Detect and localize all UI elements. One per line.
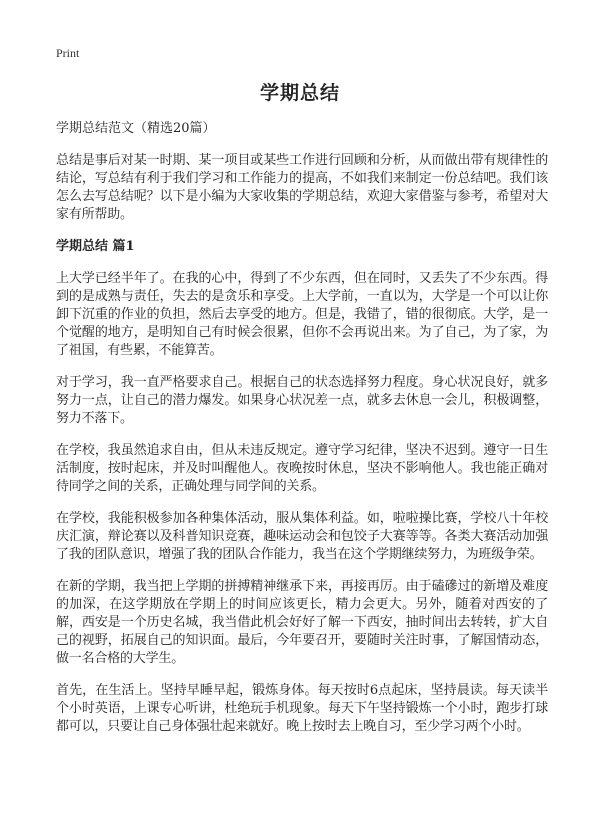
body-paragraph: 对于学习，我一直严格要求自己。根据自己的状态选择努力程度。身心状况良好，就多努力一点，让自己的潜力爆发。如果身心状况差一点，就多去休息一会儿，积极调整，努力不落下。	[56, 375, 548, 426]
print-link[interactable]: Print	[56, 46, 80, 60]
page-title: 学期总结	[259, 82, 340, 104]
body-paragraph: 上大学已经半年了。在我的心中，得到了不少东西，但在同时，又丢失了不少东西。得到的是成熟与责任，失去的是贪乐和享受。上大学前，一直以为，大学是一个可以让你卸下沉重的作业的负担，然后去享受的地方。但是，我错了，错的很彻底。大学，是一个觉醒的地方，是明知自己有时候会很累，但你不会再说出来。为了自己，为了家，为了祖国，有些累，不能算苦。	[56, 271, 548, 358]
section-heading: 学期总结 篇1	[56, 239, 135, 254]
body-paragraph: 在学校，我虽然追求自由，但从未违反规定。遵守学习纪律，坚决不迟到。遵守一日生活制度，按时起床，并及时叫醒他人。夜晚按时休息，坚决不影响他人。我也能正确对待同学之间的关系，正确处理与同学间的关系。	[56, 443, 548, 494]
body-paragraph: 首先，在生活上。坚持早睡早起，锻炼身体。每天按时6点起床，坚持晨读。每天读半个小时英语，上课专心听讲，杜绝玩手机现象。每天下午坚持锻炼一个小时，跑步打球都可以，只要让自己身体强壮起来就好。晚上按时去上晚自习，至少学习两个小时。	[56, 683, 548, 734]
body-paragraph: 在学校，我能积极参加各种集体活动，服从集体利益。如，啦啦操比赛，学校八十年校庆汇演，辩论赛以及科普知识竞赛，趣味运动会和包饺子大赛等等。各类大赛活动加强了我的团队意识，增强了我的团队合作能力，我当在这个学期继续努力，为班级争荣。	[56, 511, 548, 562]
document-body	[56, 120, 548, 750]
intro-paragraph: 总结是事后对某一时期、某一项目或某些工作进行回顾和分析，从而做出带有规律性的结论，写总结有利于我们学习和工作能力的提高，不如我们来制定一份总结吧。我们该怎么去写总结呢？以下是小编为大家收集的学期总结，欢迎大家借鉴与参考，希望对大家有所帮助。	[56, 153, 548, 222]
document-subtitle: 学期总结范文（精选20篇）	[56, 121, 216, 136]
body-paragraph: 在新的学期，我当把上学期的拼搏精神继承下来，再接再厉。由于磕磣过的新增及难度的加深，在这学期放在学期上的时间应该更长，精力会更大。另外，随着对西安的了解，西安是一个历史名城，我当借此机会好好了解一下西安，抽时间出去转转，扩大自己的视野，拓展自己的知识面。最后，今年要召开，要随时关注时事，了解国情动态，做一名合格的大学生。	[56, 579, 548, 666]
